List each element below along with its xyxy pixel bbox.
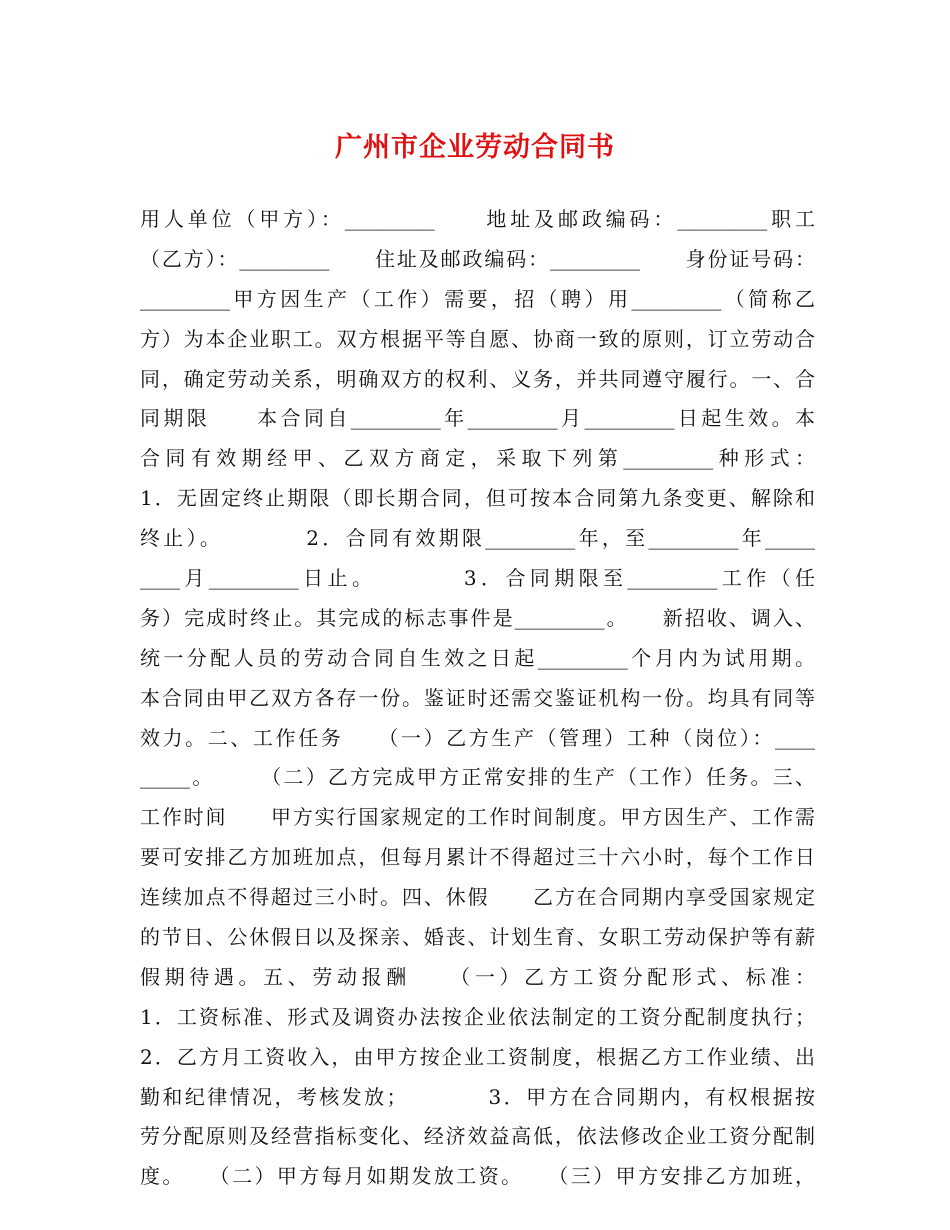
body-line: 1．工资标准、形式及调资办法按企业依法制定的工资分配制度执行；	[140, 1004, 815, 1029]
body-line: 统一分配人员的劳动合同自生效之日起_________个月内为试用期。	[140, 645, 815, 670]
body-line: 劳分配原则及经营指标变化、经济效益高低，依法修改企业工资分配制	[140, 1124, 815, 1149]
body-line: 同期限 本合同自_________年_________月_________日起生效。本	[140, 406, 815, 431]
body-line: _________甲方因生产（工作）需要，招（聘）用_________（简称乙	[140, 286, 815, 311]
body-line: 效力。二、工作任务 （一）乙方生产（管理）工种（岗位）：____	[140, 725, 815, 750]
body-line: （乙方）：_________ 住址及邮政编码：_________ 身份证号码：	[140, 246, 815, 271]
body-line: 工作时间 甲方实行国家规定的工作时间制度。甲方因生产、工作需	[140, 805, 815, 830]
body-line: 要可安排乙方加班加点，但每月累计不得超过三十六小时，每个工作日	[140, 845, 815, 870]
body-line: 务）完成时终止。其完成的标志事件是_________。 新招收、调入、	[140, 605, 815, 630]
document-title: 广州市企业劳动合同书	[335, 132, 615, 163]
body-line: _____。 （二）乙方完成甲方正常安排的生产（工作）任务。三、	[140, 765, 815, 790]
body-line: 假期待遇。五、劳动报酬 （一）乙方工资分配形式、标准：	[140, 964, 815, 989]
body-line: 1．无固定终止期限（即长期合同，但可按本合同第九条变更、解除和	[140, 486, 815, 511]
body-line: 方）为本企业职工。双方根据平等自愿、协商一致的原则，订立劳动合	[140, 326, 815, 351]
body-line: 度。 （二）甲方每月如期发放工资。 （三）甲方安排乙方加班，	[140, 1164, 815, 1189]
body-line: 终止）。 2．合同有效期限_________年，至_________年_____	[140, 526, 815, 551]
body-line: 本合同由甲乙双方各存一份。鉴证时还需交鉴证机构一份。均具有同等	[140, 685, 815, 710]
body-line: 连续加点不得超过三小时。四、休假 乙方在合同期内享受国家规定	[140, 885, 815, 910]
body-line: 同，确定劳动关系，明确双方的权利、义务，并共同遵守履行。一、合	[140, 366, 815, 391]
body-line: 用人单位（甲方）：_________ 地址及邮政编码：_________职工	[140, 207, 815, 231]
contract-body	[140, 200, 815, 1197]
body-line: 勤和纪律情况，考核发放； 3．甲方在合同期内，有权根据按	[140, 1084, 815, 1109]
body-line: ____月_________日止。 3．合同期限至_________工作（任	[140, 566, 815, 591]
body-line: 合同有效期经甲、乙双方商定，采取下列第_________种形式：	[140, 446, 815, 471]
body-line: 的节日、公休假日以及探亲、婚丧、计划生育、女职工劳动保护等有薪	[140, 925, 815, 950]
body-line: 2．乙方月工资收入，由甲方按企业工资制度，根据乙方工作业绩、出	[140, 1044, 815, 1069]
